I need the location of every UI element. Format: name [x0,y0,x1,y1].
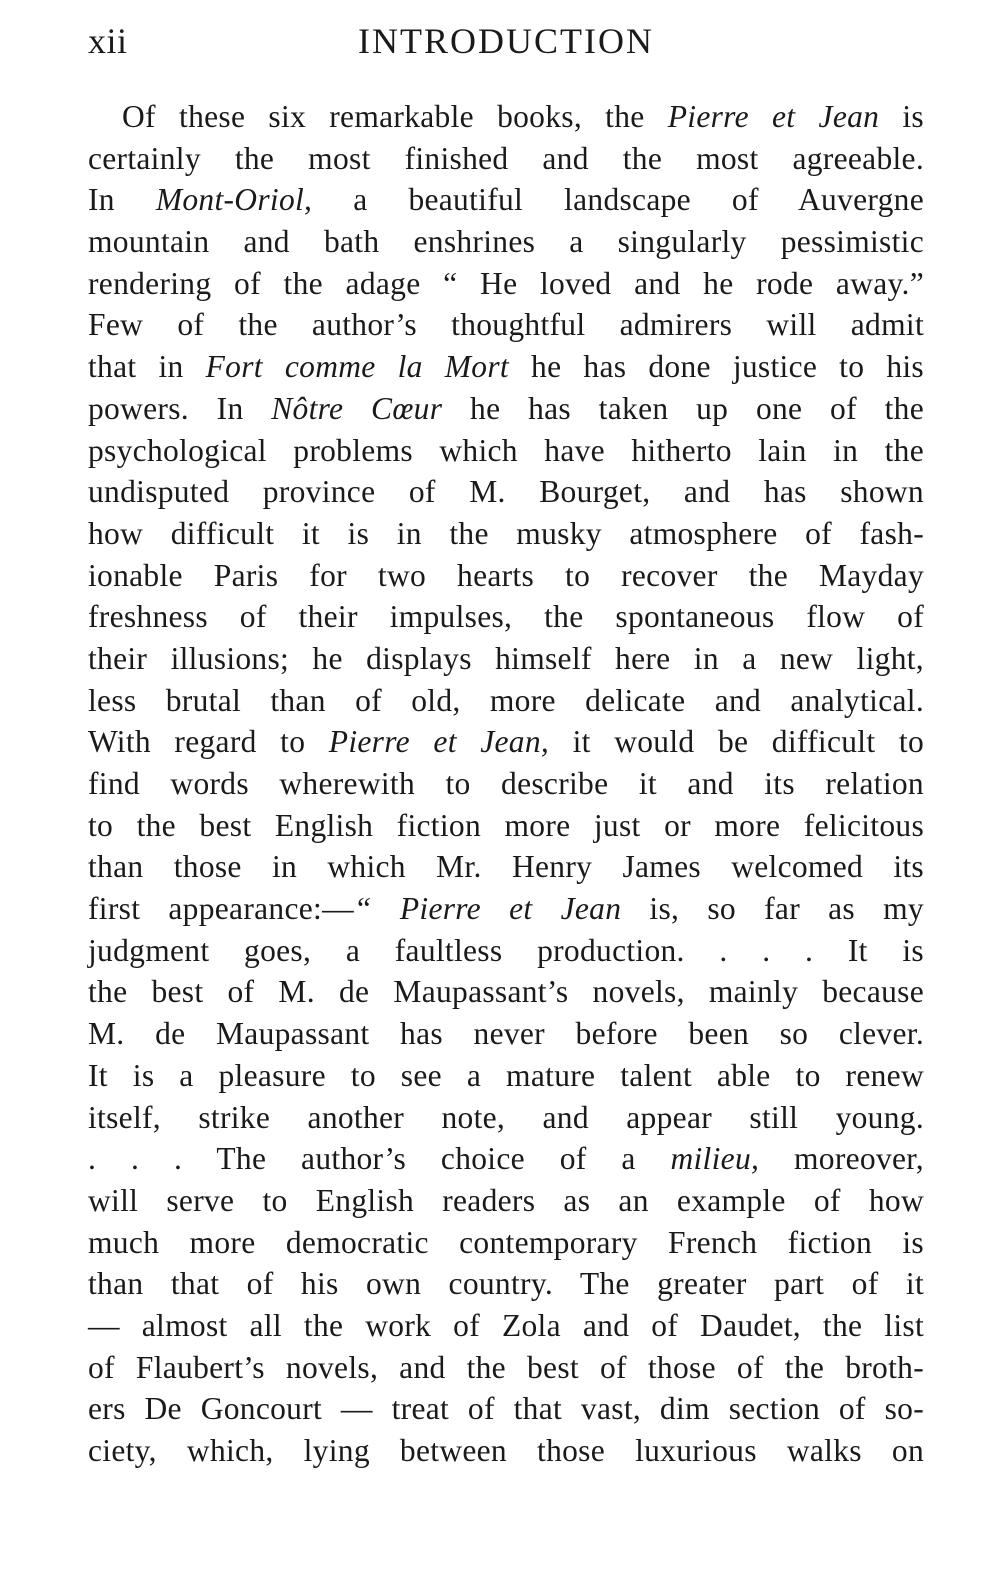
italic-title: milieu, [670,1141,760,1177]
text-line: find words wherewith to describe it and its relation [88,766,924,801]
text-line: M. de Maupassant has never before been so clever. [88,1016,924,1052]
italic-title: Fort comme la Mort [205,349,509,385]
text-line: . . . The author’s choice of a milieu, moreover, [88,1141,924,1177]
body-text [88,96,924,1472]
text-line: mountain and bath enshrines a singularly pessimistic [88,224,924,260]
text-line: than those in which Mr. Henry James welcomed its [88,849,924,885]
italic-title: “ Pierre et Jean [353,891,622,927]
text-line: ers De Goncourt — treat of that vast, dim section of so- [88,1391,924,1427]
text-line: than that of his own country. The greater part of it [88,1266,924,1302]
text-line: Of these six remarkable books, the Pierre et Jean is [122,99,924,134]
page-number: xii [88,21,128,61]
running-head [88,14,924,70]
text-line: Few of the author’s thoughtful admirers will admit [88,307,924,343]
text-line: In Mont-Oriol, a beautiful landscape of Auvergne [88,182,924,218]
text-line: less brutal than of old, more delicate and analytical. [88,682,924,718]
text-line: undisputed province of M. Bourget, and has shown [88,474,924,510]
text-line: their illusions; he displays himself here in a new light, [88,640,924,676]
text-line: powers. In Nôtre Cœur he has taken up one of the [88,390,924,426]
italic-title: Pierre et Jean [667,99,880,134]
text-line: the best of M. de Maupassant’s novels, mainly because [88,974,924,1010]
text-line: that in Fort comme la Mort he has done justice to his [88,349,924,385]
text-line: of Flaubert’s novels, and the best of those of the broth- [88,1349,924,1385]
text-line: freshness of their impulses, the spontaneous flow of [88,599,924,635]
italic-title: Nôtre Cœur [271,390,443,426]
running-title: INTRODUCTION [358,21,654,61]
text-line: — almost all the work of Zola and of Daudet, the list [88,1307,924,1343]
text-line: rendering of the adage “ He loved and he rode away.” [88,265,924,301]
italic-title: Mont-Oriol, [155,182,313,218]
text-line: itself, strike another note, and appear still young. [88,1099,924,1135]
text-line: will serve to English readers as an example of how [88,1182,924,1218]
text-line: ciety, which, lying between those luxurious walks on [88,1433,924,1468]
text-line: certainly the most finished and the most agreeable. [88,140,924,176]
text-line: how difficult it is in the musky atmosphere of fash- [88,515,924,551]
text-line: With regard to Pierre et Jean, it would be difficult to [88,724,925,760]
text-line: psychological problems which have hitherto lain in the [88,432,924,468]
text-line: first appearance:—“ Pierre et Jean is, so far as my [88,891,924,927]
text-line: to the best English fiction more just or more felicitous [88,807,924,843]
text-line: It is a pleasure to see a mature talent able to renew [88,1057,924,1093]
text-line: much more democratic contemporary French fiction is [88,1224,924,1260]
text-line: ionable Paris for two hearts to recover the Mayday [88,557,924,593]
text-line: judgment goes, a faultless production. . . . It is [88,932,924,968]
italic-title: Pierre et Jean, [328,724,550,760]
